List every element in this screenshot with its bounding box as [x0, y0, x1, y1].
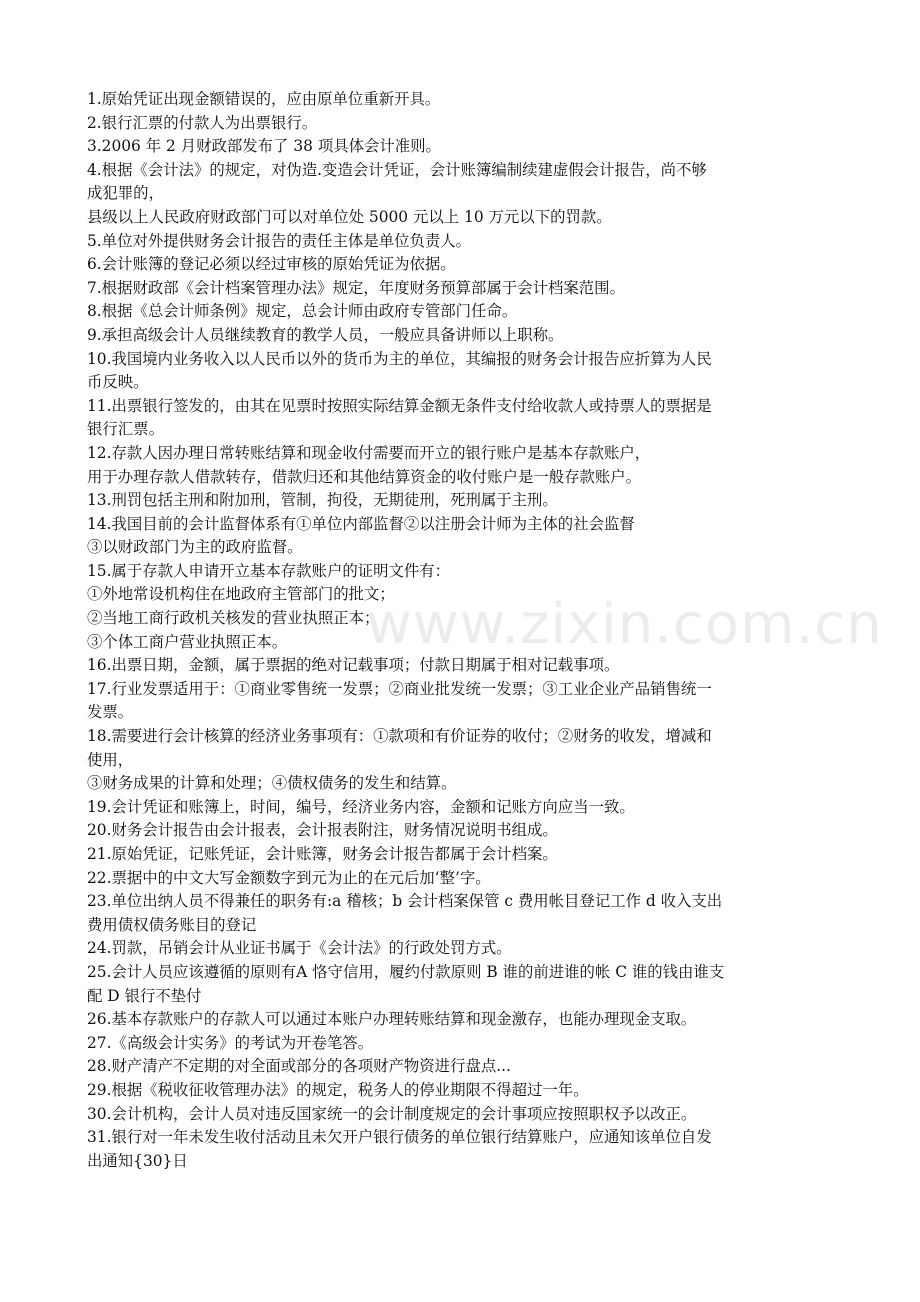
text-line: 10.我国境内业务收入以人民币以外的货币为主的单位，其编报的财务会计报告应折算为人民 — [87, 349, 712, 368]
text-line: 25.会计人员应该遵循的原则有A 恪守信用，履约付款原则 B 谁的前进谁的帐 C 谁的钱由谁支 — [87, 962, 725, 981]
text-line: ③以财政部门为主的政府监督。 — [87, 538, 303, 557]
text-line: 2.银行汇票的付款人为出票银行。 — [87, 113, 318, 132]
text-line: 28.财产清产不定期的对全面或部分的各项财产物资进行盘点... — [87, 1057, 511, 1076]
text-line: 16.出票日期，金额，属于票据的绝对记载事项；付款日期属于相对记载事项。 — [87, 656, 620, 675]
text-line: 27.《高级会计实务》的考试为开卷笔答。 — [87, 1033, 374, 1052]
text-line: 11.出票银行签发的，由其在见票时按照实际结算金额无条件支付给收款人或持票人的票据是 — [87, 396, 712, 415]
text-line: 8.根据《总会计师条例》规定，总会计师由政府专管部门任命。 — [87, 302, 518, 321]
document-body — [87, 88, 835, 1173]
text-line: 22.票据中的中文大写金额数字到元为止的在元后加‘整’字。 — [87, 868, 491, 887]
text-line: 5.单位对外提供财务会计报告的责任主体是单位负责人。 — [87, 231, 472, 250]
text-line: 31.银行对一年未发生收付活动且未欠开户银行债务的单位银行结算账户，应通知该单位自发 — [87, 1128, 712, 1147]
text-line: 出通知{30}日 — [87, 1151, 188, 1170]
text-line: 发票。 — [87, 703, 134, 722]
text-line: 21.原始凭证，记账凭证，会计账簿，财务会计报告都属于会计档案。 — [87, 845, 558, 863]
text-line: 3.2006 年 2 月财政部发布了 38 项具体会计准则。 — [87, 137, 441, 156]
text-line: ③财务成果的计算和处理；④债权债务的发生和结算。 — [87, 774, 457, 793]
text-line: 13.刑罚包括主刑和附加刑，管制，拘役，无期徒刑，死刑属于主刑。 — [87, 491, 558, 510]
text-line: 7.根据财政部《会计档案管理办法》规定，年度财务预算部属于会计档案范围。 — [87, 278, 625, 297]
text-line: 6.会计账簿的登记必须以经过审核的原始凭证为依据。 — [87, 255, 456, 274]
text-line: 费用债权债务账目的登记 — [87, 915, 257, 934]
text-line: 18.需要进行会计核算的经济业务事项有：①款项和有价证券的收付；②财务的收发，增减和 — [87, 727, 712, 746]
text-line: 19.会计凭证和账簿上，时间，编号，经济业务内容，金额和记账方向应当一致。 — [87, 797, 635, 816]
text-line: 1.原始凭证出现金额错误的，应由原单位重新开具。 — [87, 90, 441, 108]
text-line: 24.罚款，吊销会计从业证书属于《会计法》的行政处罚方式。 — [87, 939, 512, 958]
text-line: 县级以上人民政府财政部门可以对单位处 5000 元以上 10 万元以下的罚款。 — [87, 207, 612, 226]
text-line: 12.存款人因办理日常转账结算和现金收付需要而开立的银行账户是基本存款账户， — [87, 443, 651, 462]
text-line: 23.单位出纳人员不得兼任的职务有:a 稽核；b 会计档案保管 c 费用帐目登记工作 d 收入支出 — [87, 892, 723, 911]
text-line: ①外地常设机构住在地政府主管部门的批文； — [87, 585, 395, 604]
text-line: 用于办理存款人借款转存，借款归还和其他结算资金的收付账户是一般存款账户。 — [87, 467, 642, 486]
text-line: 14.我国目前的会计监督体系有①单位内部监督②以注册会计师为主体的社会监督 — [87, 514, 635, 533]
text-line: 15.属于存款人申请开立基本存款账户的证明文件有： — [87, 561, 451, 580]
text-line: 26.基本存款账户的存款人可以通过本账户办理转账结算和现金激存，也能办理现金支取。 — [87, 1010, 697, 1029]
text-line: 30.会计机构，会计人员对违反国家统一的会计制度规定的会计事项应按照职权予以改正。 — [87, 1104, 697, 1123]
text-line: 20.财务会计报告由会计报表，会计报表附注，财务情况说明书组成。 — [87, 821, 558, 840]
text-line: ②当地工商行政机关核发的营业执照正本； — [87, 609, 380, 628]
text-line: 9.承担高级会计人员继续教育的教学人员，一般应具备讲师以上职称。 — [87, 325, 564, 344]
text-line: 17.行业发票适用于：①商业零售统一发票；②商业批发统一发票；③工业企业产品销售统一 — [87, 679, 712, 698]
text-line: 4.根据《会计法》的规定，对伪造.变造会计凭证，会计账簿编制续建虚假会计报告，尚不够 — [87, 160, 707, 179]
text-line: 使用， — [87, 750, 134, 769]
text-line: ③个体工商户营业执照正本。 — [87, 632, 288, 651]
text-line: 银行汇票。 — [87, 420, 164, 439]
text-line: 配 D 银行不垫付 — [87, 986, 202, 1005]
text-line: 成犯罪的， — [87, 184, 164, 203]
text-line: 币反映。 — [87, 373, 149, 392]
text-line: 29.根据《税收征收管理办法》的规定，税务人的停业期限不得超过一年。 — [87, 1080, 589, 1099]
watermark-text: www.zixin.com.cn — [366, 592, 883, 657]
